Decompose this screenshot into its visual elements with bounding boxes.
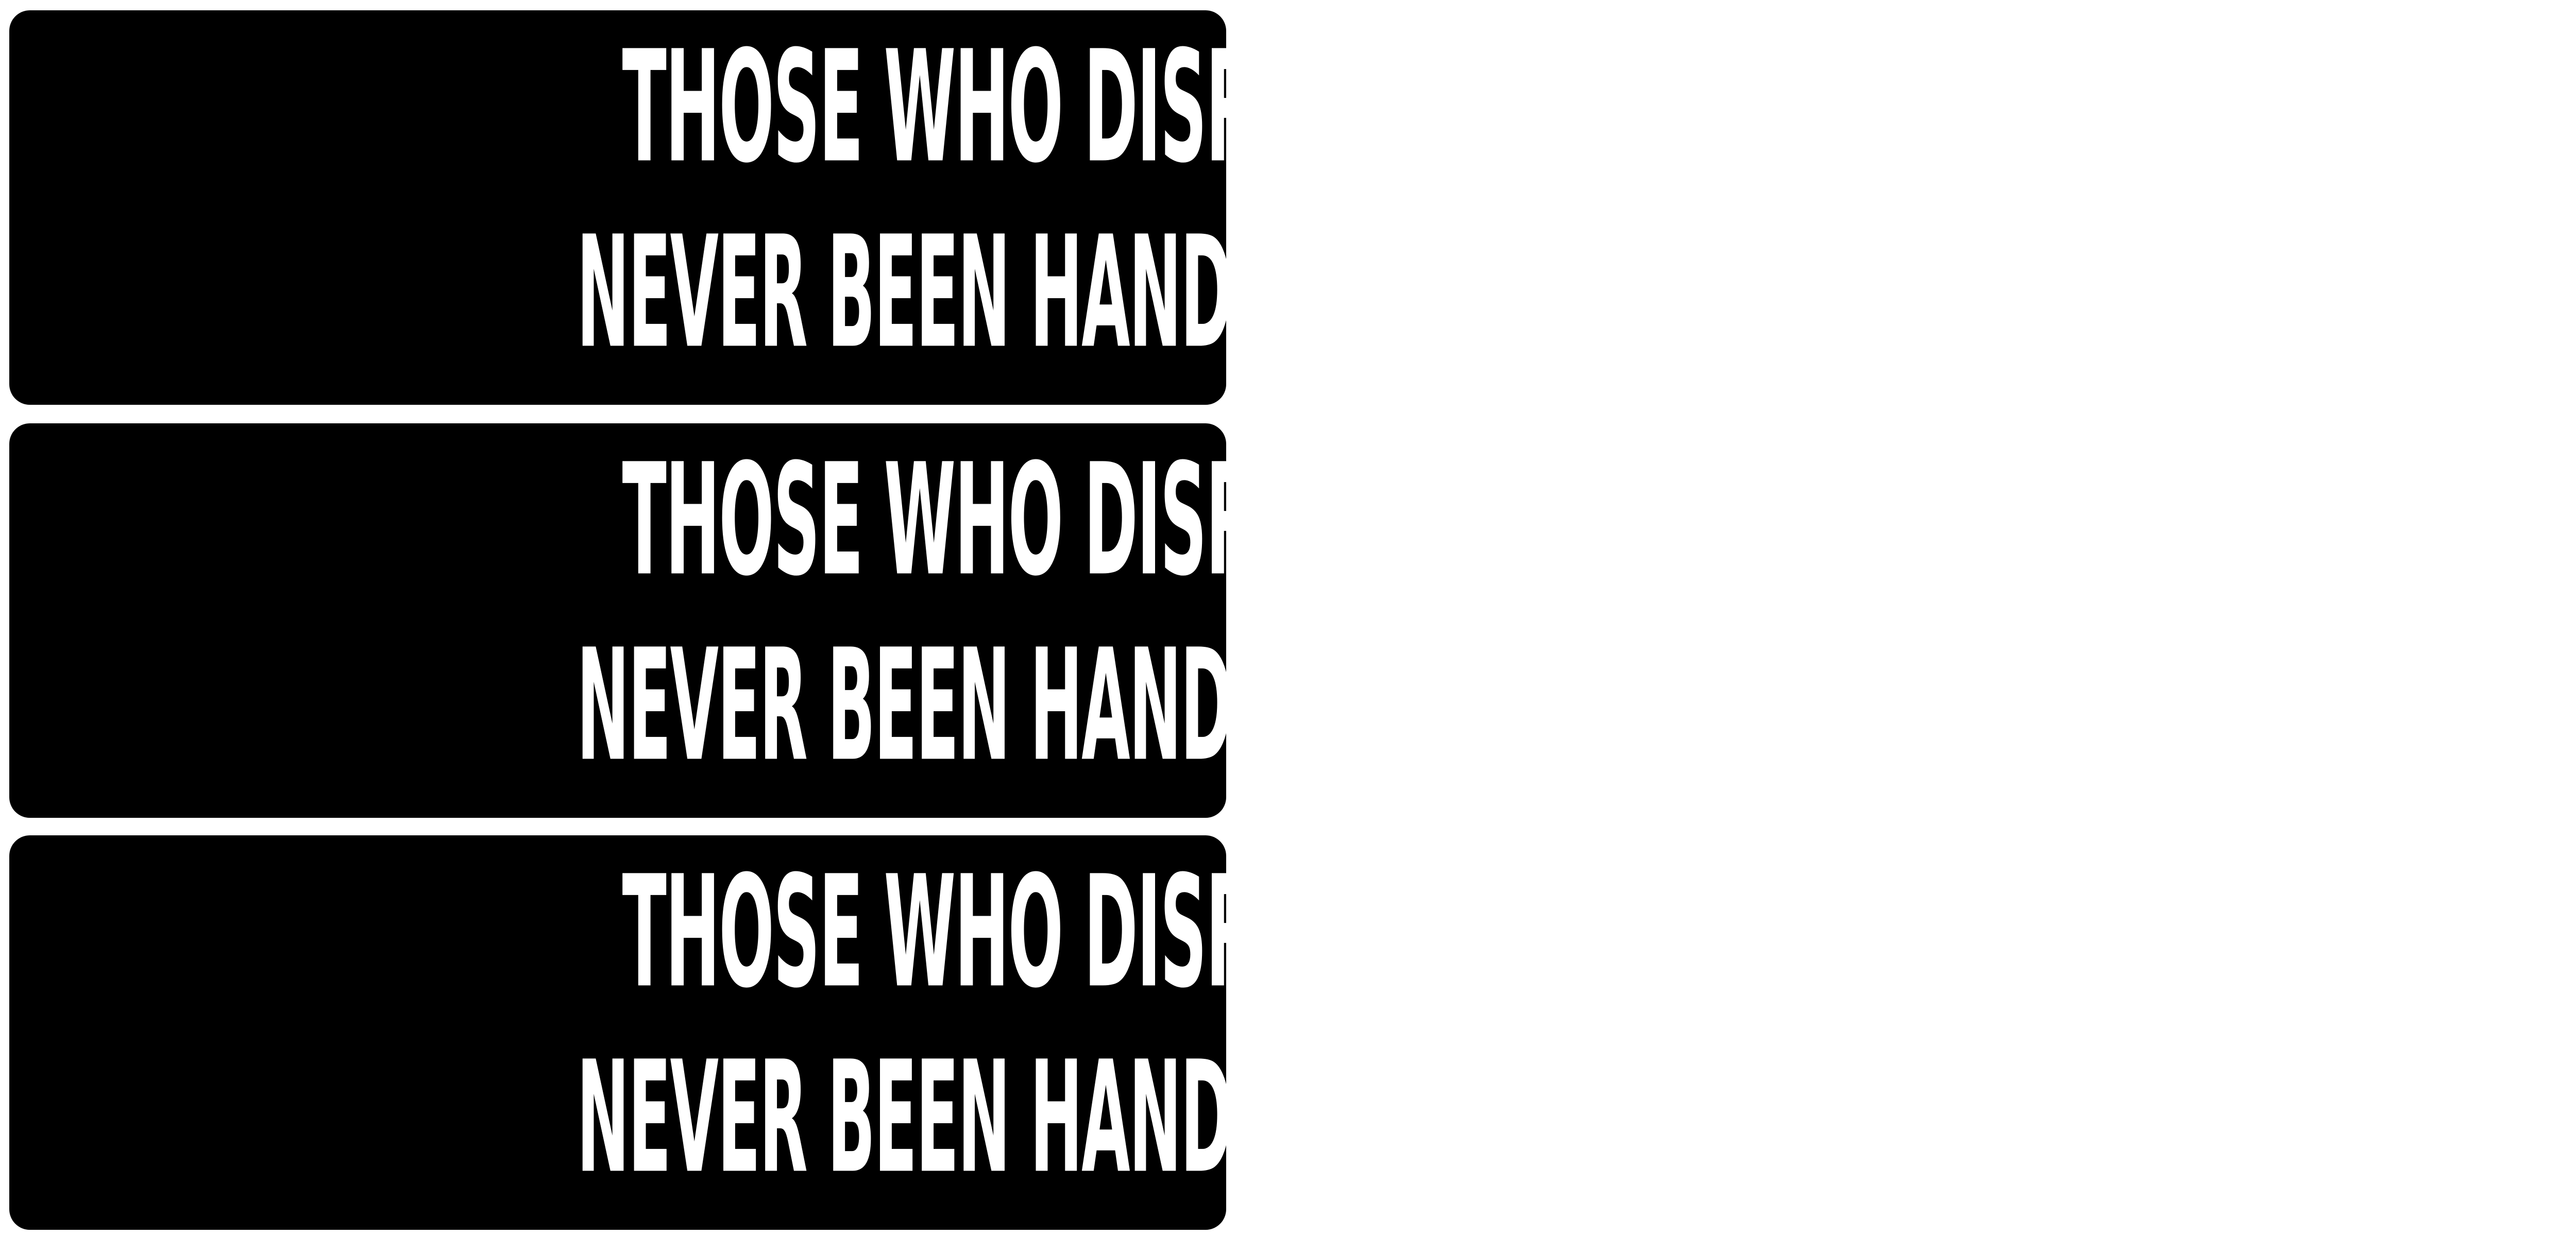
sticker-1-line-1-text: THOSE WHO DISRESPECT OUR FLAG HAVE (622, 18, 2121, 197)
sticker-3-line-2 (9, 1028, 1857, 1208)
sticker-2-line-2 (9, 616, 1857, 796)
sticker-1 (9, 10, 2121, 405)
sticker-3 (9, 835, 2121, 1230)
sticker-3-line-2-text: NEVER BEEN HANDED A FOLDED ONE (577, 1028, 1857, 1208)
sticker-2-line-2-text: NEVER BEEN HANDED A FOLDED ONE (577, 616, 1857, 796)
sticker-1-line-1 (9, 18, 2121, 197)
sticker-1-line-2-text: NEVER BEEN HANDED A FOLDED ONE (577, 203, 1857, 383)
sticker-2-line-1-text: THOSE WHO DISRESPECT OUR FLAG HAVE (622, 431, 2121, 610)
sticker-3-line-1 (9, 843, 2121, 1022)
sticker-3-line-1-text: THOSE WHO DISRESPECT OUR FLAG HAVE (622, 843, 2121, 1022)
sticker-2-line-1 (9, 431, 2121, 610)
sticker-2 (9, 423, 2121, 818)
sticker-1-line-2 (9, 203, 1857, 383)
